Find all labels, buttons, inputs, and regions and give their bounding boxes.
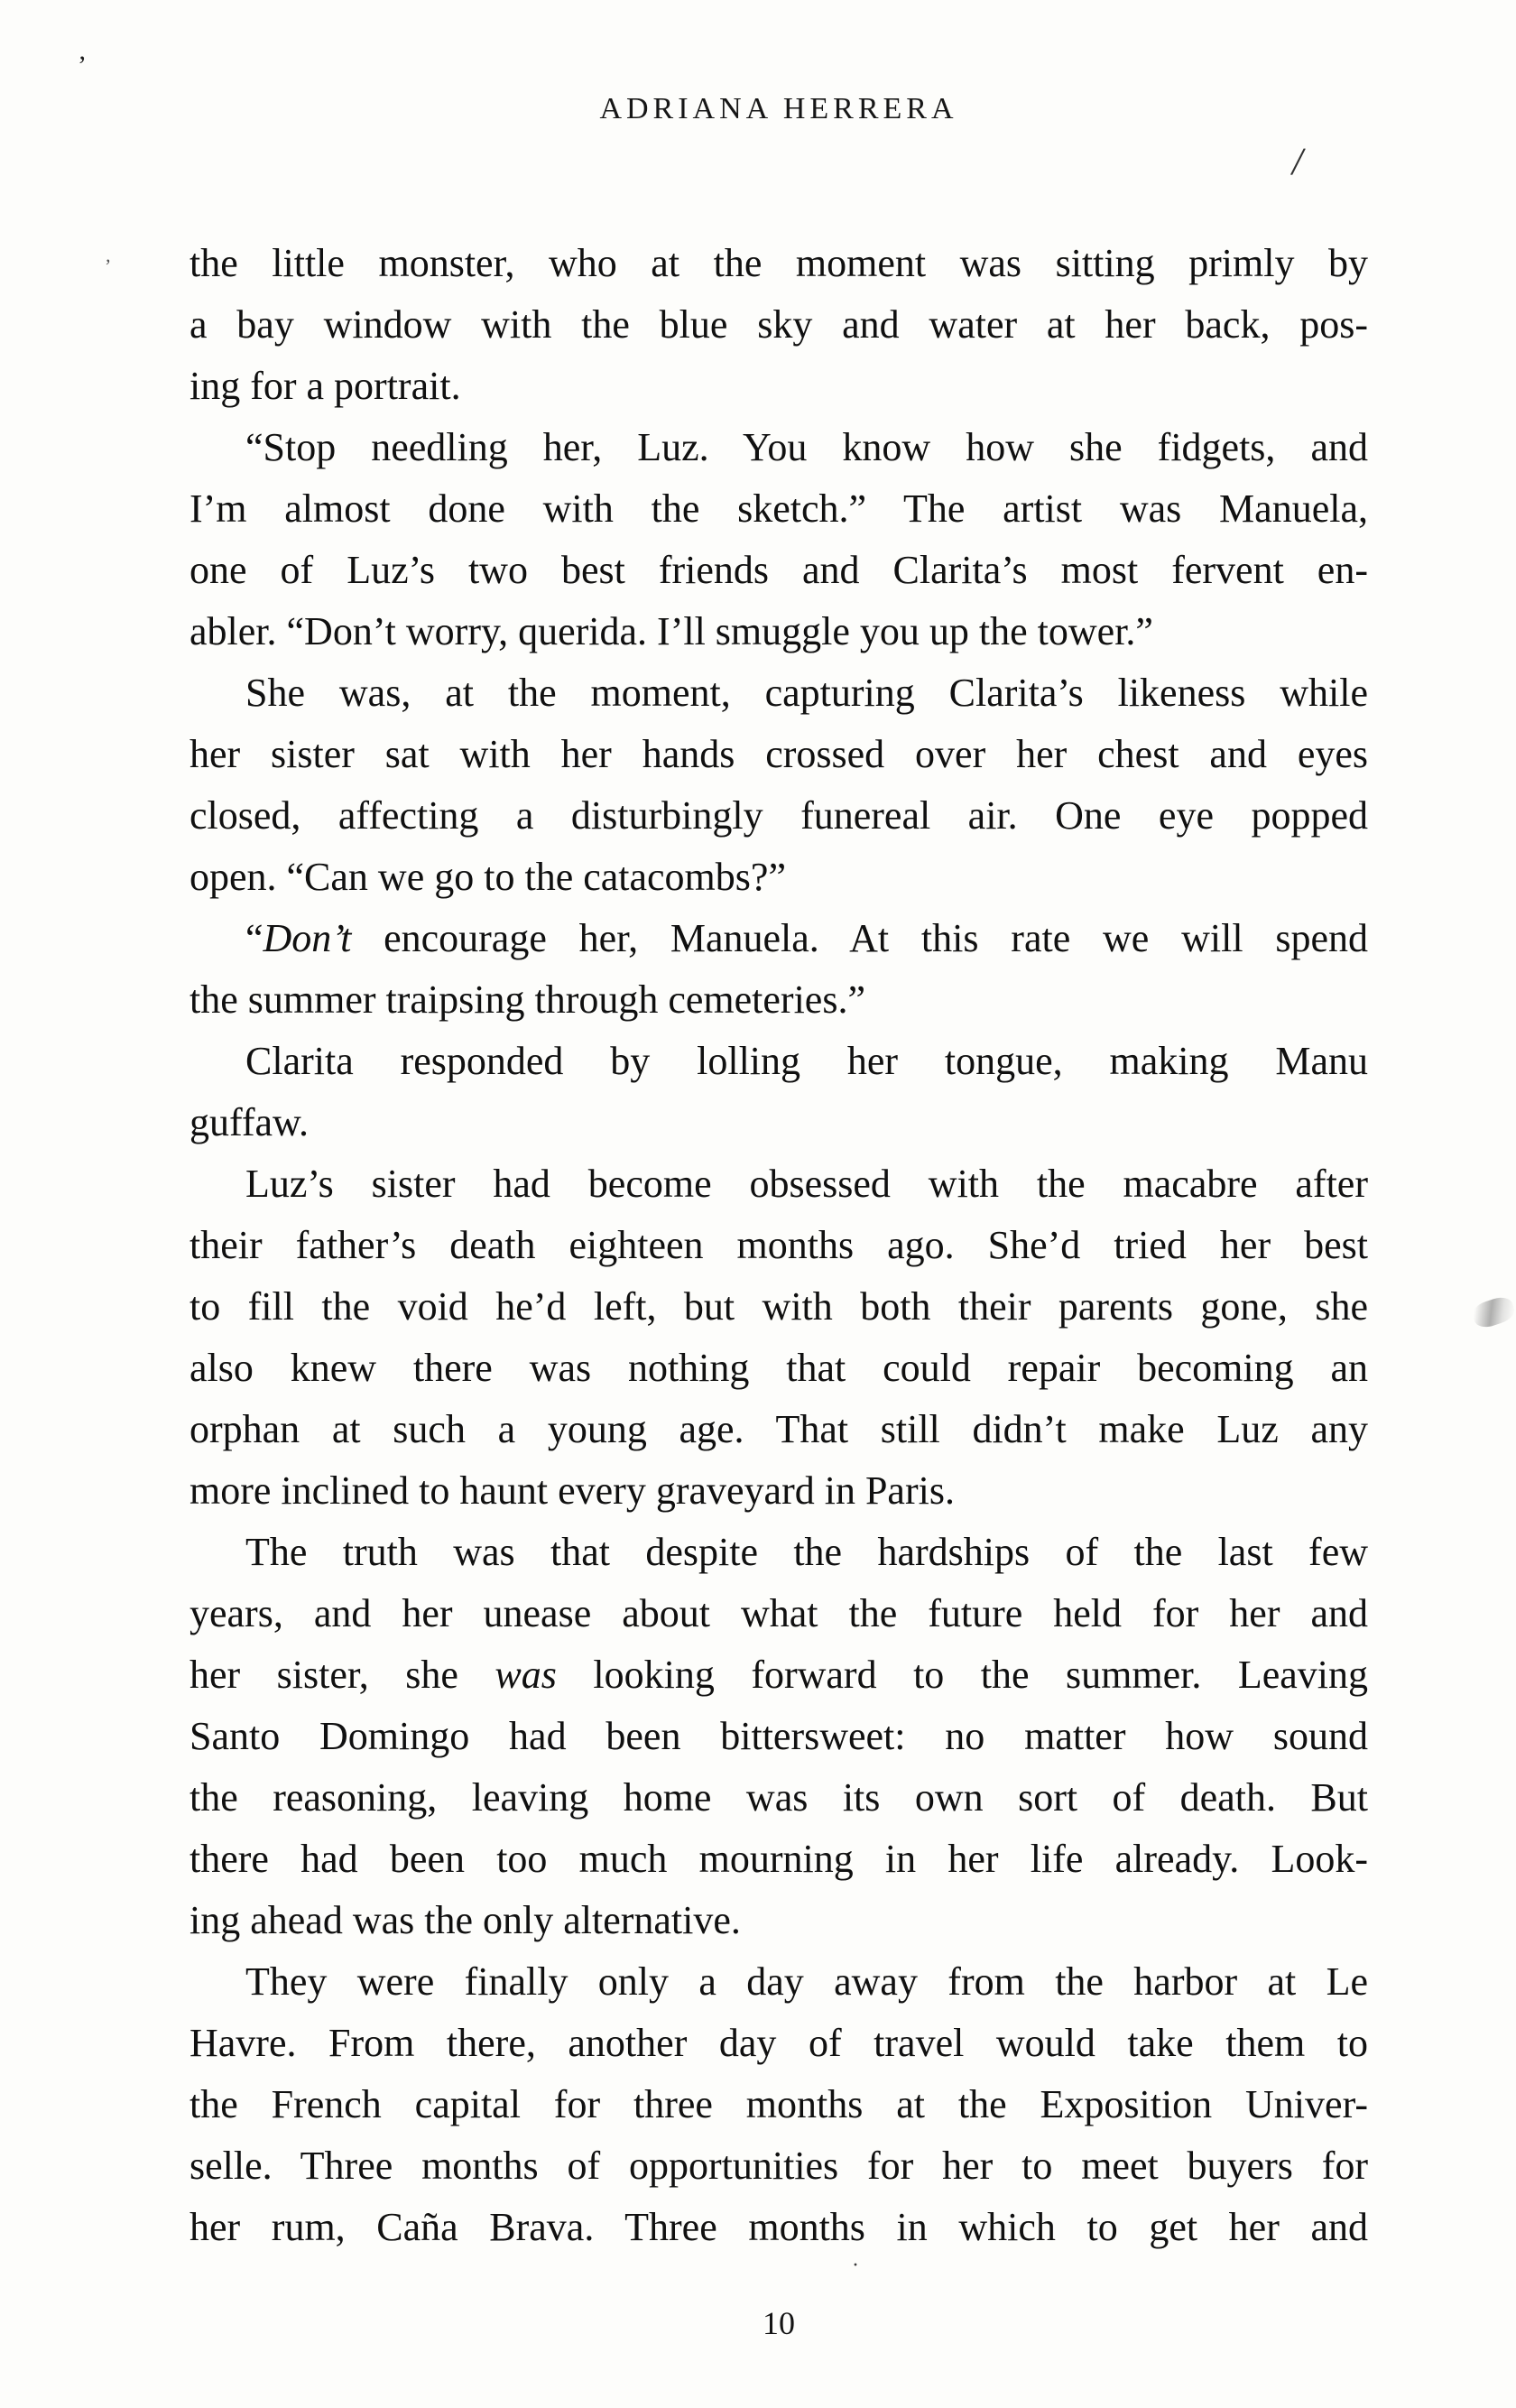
text-segment-italic: Don’t [263,916,352,960]
scan-artifact-slash: / [1289,137,1308,185]
text-line: guffaw. [190,1100,309,1144]
text-line: selle. Three months of opportunities for her to meet buyers for [190,2144,1368,2188]
text-line: one of Luz’s two best friends and Clarita’s most fervent en- [190,548,1368,592]
text-line [190,908,1368,969]
scan-artifact-smudge [1470,1294,1516,1331]
text-line: Luz’s sister had become obsessed with the macabre after [245,1162,1368,1206]
text-line: ing for a portrait. [190,364,461,408]
text-segment: her sister, she [190,1653,495,1697]
text-line: abler. “Don’t worry, querida. I’ll smuggle you up the tower.” [190,609,1153,653]
text-line: The truth was that despite the hardships of the last few [245,1530,1368,1574]
scan-artifact-speck: ’ [78,51,87,80]
text-segment: encourage her, Manuela. At this rate we will spend [351,916,1368,960]
text-line: open. “Can we go to the catacombs?” [190,855,786,899]
text-line [190,1644,1368,1706]
text-line: closed, affecting a disturbingly funereal air. One eye popped [190,793,1368,838]
text-segment: looking forward to the summer. Leaving [556,1653,1368,1697]
text-line: years, and her unease about what the future held for her and [190,1591,1368,1635]
text-line: orphan at such a young age. That still didn’t make Luz any [190,1407,1368,1451]
text-line: her sister sat with her hands crossed over her chest and eyes [190,732,1368,776]
body-text [190,233,1368,2258]
text-line: a bay window with the blue sky and water at her back, pos- [190,302,1368,347]
text-line: her rum, Caña Brava. Three months in which to get her and [190,2205,1368,2249]
text-line: the French capital for three months at the Exposition Univer- [190,2082,1368,2126]
scan-artifact-comma: ‚ [105,244,112,266]
text-segment: “ [245,916,263,960]
text-segment-italic: was [495,1653,557,1697]
text-line: the summer traipsing through cemeteries.” [190,977,865,1022]
text-line: She was, at the moment, capturing Clarita’s likeness while [245,671,1368,715]
text-line: Havre. From there, another day of travel would take them to [190,2021,1368,2065]
text-line: their father’s death eighteen months ago. She’d tried her best [190,1223,1368,1267]
text-line: Santo Domingo had been bittersweet: no matter how sound [190,1714,1368,1758]
text-line: also knew there was nothing that could repair becoming an [190,1346,1368,1390]
text-line: “Stop needling her, Luz. You know how she fidgets, and [245,425,1368,469]
scan-artifact-dot: · [852,2254,859,2277]
text-line: ing ahead was the only alternative. [190,1898,741,1942]
text-line: to fill the void he’d left, but with both their parents gone, she [190,1284,1368,1329]
page-number: 10 [763,2305,795,2341]
text-line: I’m almost done with the sketch.” The artist was Manuela, [190,486,1368,531]
text-line: the little monster, who at the moment was sitting primly by [190,241,1368,285]
text-line: They were finally only a day away from the harbor at Le [245,1959,1368,2004]
text-line: more inclined to haunt every graveyard in Paris. [190,1468,955,1513]
text-line: the reasoning, leaving home was its own sort of death. But [190,1775,1368,1820]
text-line: Clarita responded by lolling her tongue, making Manu [245,1039,1368,1083]
text-line: there had been too much mourning in her life already. Look- [190,1837,1368,1881]
running-header: ADRIANA HERRERA [599,92,958,125]
